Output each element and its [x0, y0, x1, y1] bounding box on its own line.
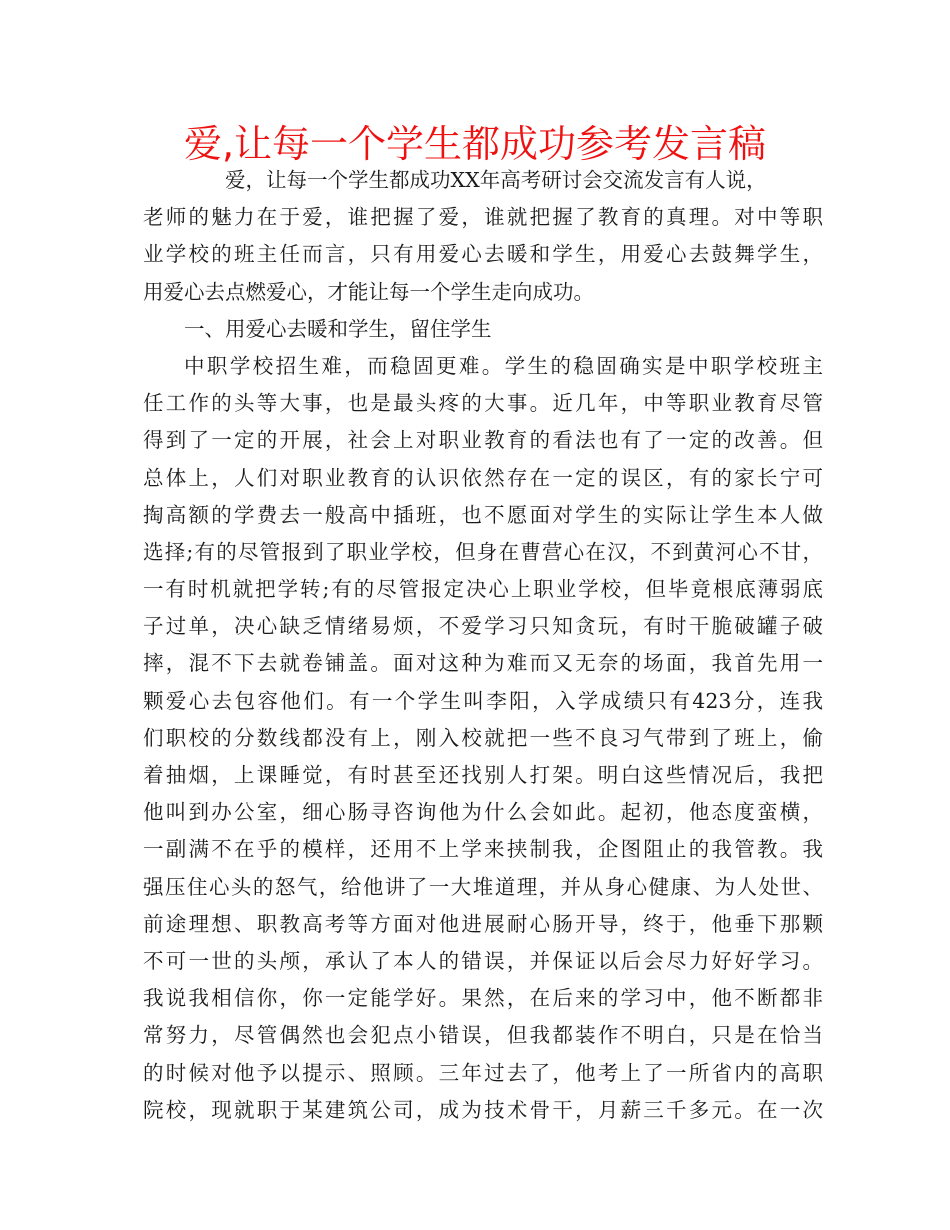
- paragraph-line: 爱，让每一个学生都成功XX年高考研讨会交流发言有人说，: [225, 168, 767, 192]
- document-body: [143, 162, 823, 1129]
- paragraph-line: 任工作的头等大事，也是最头疼的大事。近几年，中等职业教育尽管: [143, 391, 823, 416]
- document-title: 爱,让每一个学生都成功参考发言稿: [183, 122, 767, 166]
- paragraph-line: 一有时机就把学转;有的尽管报定决心上职业学校，但毕竟根底薄弱底: [143, 577, 823, 602]
- paragraph-line: 摔，混不下去就卷铺盖。面对这种为难而又无奈的场面，我首先用一: [143, 651, 823, 676]
- paragraph-line: 子过单，决心缺乏情绪易烦，不爱学习只知贪玩，有时干脆破罐子破: [143, 614, 823, 639]
- paragraph-line: 中职学校招生难，而稳固更难。学生的稳固确实是中职学校班主: [184, 353, 823, 378]
- paragraph-line: 常努力，尽管偶然也会犯点小错误，但我都装作不明白，只是在恰当: [143, 1023, 823, 1048]
- paragraph-line: 总体上，人们对职业教育的认识依然存在一定的误区，有的家长宁可: [143, 465, 823, 490]
- paragraph-line: 老师的魅力在于爱，谁把握了爱，谁就把握了教育的真理。对中等职: [143, 205, 823, 230]
- paragraph-line: 的时候对他予以提示、照顾。三年过去了，他考上了一所省内的高职: [143, 1060, 823, 1085]
- paragraph-line: 得到了一定的开展，社会上对职业教育的看法也有了一定的改善。但: [143, 428, 823, 453]
- paragraph-line: 业学校的班主任而言，只有用爱心去暖和学生，用爱心去鼓舞学生，: [143, 242, 823, 267]
- section-heading: 一、用爱心去暖和学生，留住学生: [184, 316, 492, 341]
- paragraph-line: 强压住心头的怒气，给他讲了一大堆道理，并从身心健康、为人处世、: [143, 874, 823, 899]
- paragraph-line: 他叫到办公室，细心肠寻咨询他为什么会如此。起初，他态度蛮横，: [143, 800, 823, 825]
- paragraph-line: 一副满不在乎的模样，还用不上学来挟制我，企图阻止的我管教。我: [143, 837, 823, 862]
- paragraph-line: 着抽烟，上课睡觉，有时甚至还找别人打架。明白这些情况后，我把: [143, 763, 823, 787]
- paragraph-line: 不可一世的头颅，承认了本人的错误，并保证以后会尽力好好学习。: [143, 948, 823, 973]
- paragraph-line: 我说我相信你，你一定能学好。果然，在后来的学习中，他不断都非: [143, 986, 823, 1011]
- paragraph-line: 用爱心去点燃爱心，才能让每一个学生走向成功。: [143, 279, 594, 304]
- paragraph-line: 掏高额的学费去一般高中插班，也不愿面对学生的实际让学生本人做: [143, 502, 823, 527]
- paragraph-line: 选择;有的尽管报到了职业学校，但身在曹营心在汉，不到黄河心不甘，: [143, 539, 823, 564]
- paragraph-line: 们职校的分数线都没有上，刚入校就把一些不良习气带到了班上，偷: [143, 725, 823, 750]
- paragraph-line: 颗爱心去包容他们。有一个学生叫李阳，入学成绩只有423分，连我: [143, 688, 823, 713]
- paragraph-line: 院校，现就职于某建筑公司，成为技术骨干，月薪三千多元。在一次: [143, 1097, 823, 1122]
- paragraph-line: 前途理想、职教高考等方面对他进展耐心肠开导，终于，他垂下那颗: [143, 911, 823, 936]
